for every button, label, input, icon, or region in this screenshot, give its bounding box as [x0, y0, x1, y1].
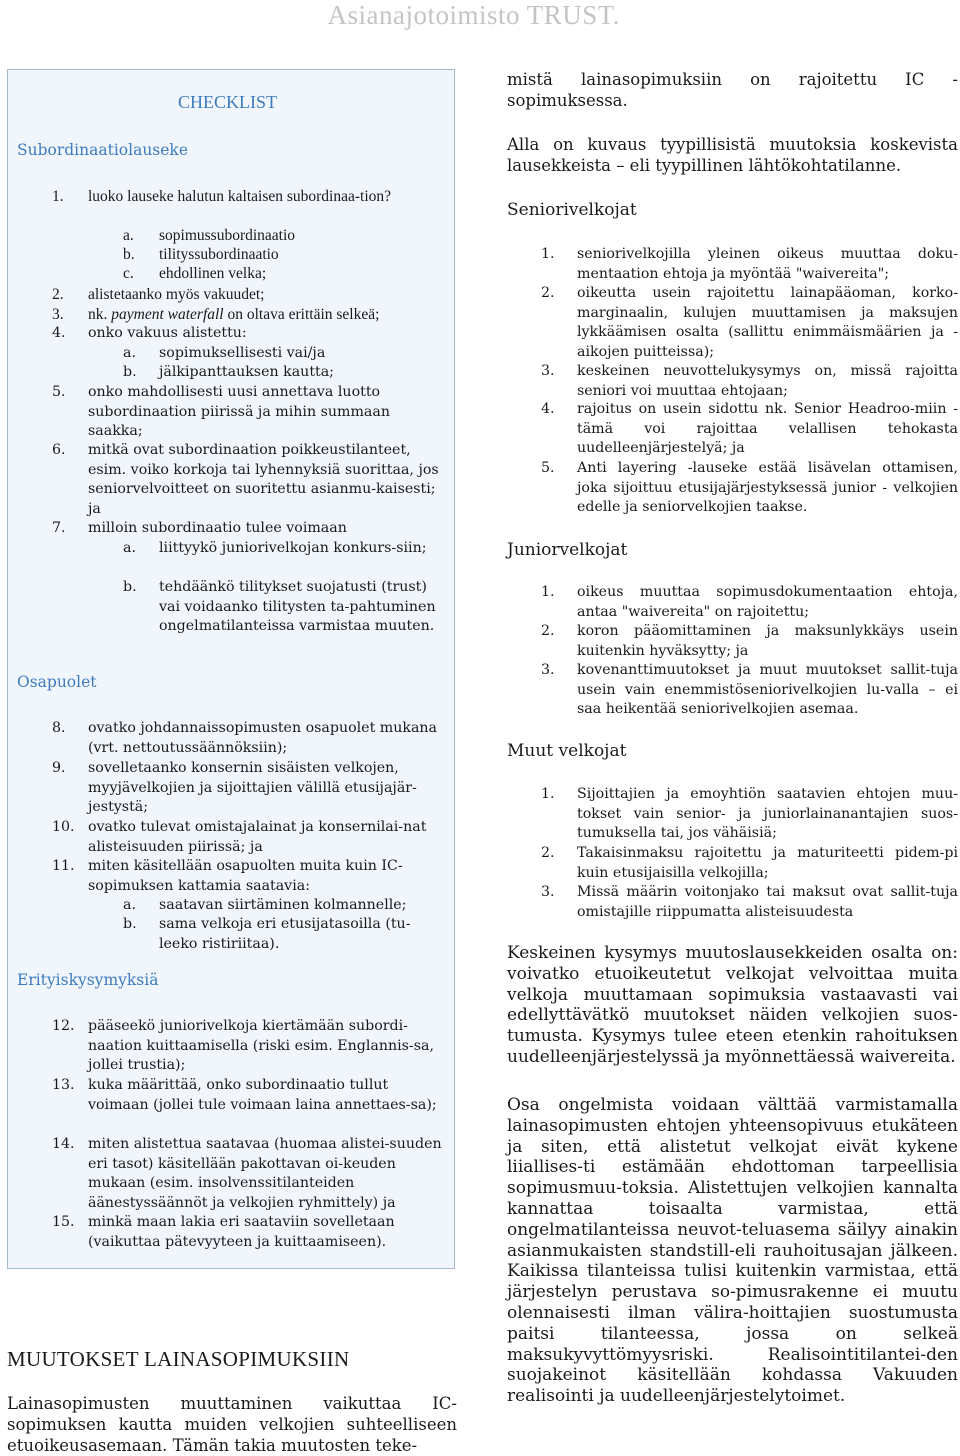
item-number: 14. — [52, 1136, 75, 1152]
item-number: 13. — [52, 1077, 75, 1093]
firm-header: Asianajotoimisto TRUST. — [327, 0, 620, 30]
heading-muut-velkojat: Muut velkojat — [507, 741, 627, 761]
subitem-letter: a. — [123, 345, 136, 361]
subitem-text: saatavan siirtäminen kolmannelle; — [159, 897, 407, 913]
item-number: 7. — [52, 520, 66, 536]
item-text: miten alistettua saatavaa (huomaa alistei-suuden eri tasot) käsitellään pakottavan oi-keuden mukaan (esim. insolvenssitilanteiden äänestyssäännöt ja velkojien ryhmittely) ja — [88, 1136, 442, 1211]
item-number: 5. — [52, 384, 66, 400]
item-number: 2. — [52, 286, 64, 303]
item-text: miten käsitellään osapuolten muita kuin IC-sopimuksen kattamia saatavia: — [88, 858, 403, 894]
item-text: kuka määrittää, onko subordinaatio tullut voimaan (jollei tule voimaan laina annettaes-sa); — [88, 1077, 437, 1113]
item-text: onko vakuus alistettu: — [88, 325, 247, 341]
key-question-paragraph: Keskeinen kysymys muutoslausekkeiden osalta on: voivatko etuoikeutetut velkojat velvoittaa muita velkoja muuttamaan sopimuksia vastaavasti vai edellyttävätkö muutokset näiden velkojien suos-tumusta. Kysymys tulee eteen etenkin rahoituksen uudelleenjärjestelyssä ja myönnettäessä waivereita. — [507, 943, 958, 1067]
subitem-letter: a. — [123, 540, 136, 556]
item-number: 15. — [52, 1214, 75, 1230]
item-text: ovatko johdannaissopimusten osapuolet mukana (vrt. nettoutussäännöksiin); — [88, 720, 438, 756]
item-text: ovatko tulevat omistajalainat ja konsernilai-nat alisteisuuden piirissä; ja — [88, 819, 427, 855]
problems-paragraph: Osa ongelmista voidaan välttää varmistamalla lainasopimusten ehtojen yhteensopivuus etukäteen ja siten, että alistetut velkojat eivät kykene liiallises-ti estämään ehdottoman tarpeellisia sopimusmuu-toksia. Alistettujen velkojien kannalta kannattaa toisaalta varmistaa, että ongelmatilanteissa neuvot-teluasema säilyy ainakin asianmukaisten standstill-eli rauhoitusajan jälkeen. Kaikissa tilanteissa tulisi kuitenkin varmistaa, että järjestelyn perustava so-pimusrakenne ei muutu olennaisesti ilman välira-hoittajien suostumusta paitsi tilanteessa, jossa on selkeä maksukyvyttömyysriski. Realisointitilantei-den suojakeinot käsitellään kohdassa Vakuuden realisointi ja uudelleenjärjestelytoimet. — [507, 1095, 958, 1407]
subitem-text: sopimuksellisesti vai/ja — [159, 345, 326, 361]
item-number: 8. — [52, 720, 66, 736]
item-number: 11. — [52, 858, 75, 874]
item-number: 1. — [52, 188, 64, 205]
section-heading-osapuolet: Osapuolet — [17, 673, 97, 691]
intro-paragraph: Alla on kuvaus tyypillisistä muutoksia koskevista lausekkeista – eli tyypillinen lähtökohtatilanne. — [507, 135, 958, 175]
item-text: luoko lauseke halutun kaltaisen subordinaa-tion? — [88, 188, 392, 205]
subitem-text: liittyykö juniorivelkojan konkurs-siin; — [159, 540, 427, 556]
checklist-title: CHECKLIST — [178, 92, 277, 112]
item-text: milloin subordinaatio tulee voimaan — [88, 520, 347, 536]
subitem-letter: b. — [123, 364, 137, 380]
item-text: nk. payment waterfall on oltava erittäin selkeä; — [88, 306, 380, 323]
subitem-text: sopimussubordinaatio — [159, 227, 296, 244]
item-text: minkä maan lakia eri saataviin sovelletaan (vaikuttaa pätevyyteen ja kuittaamiseen). — [88, 1214, 395, 1250]
item-number: 4. — [52, 325, 66, 341]
subitem-letter: b. — [123, 579, 137, 595]
item-text: pääseekö juniorivelkoja kiertämään subordi-naation kuittaamisella (riski esim. Englannis-sa, jollei trustia); — [88, 1018, 434, 1073]
subitem-text: tehdäänkö tilitykset suojatusti (trust) vai voidaanko tilitysten ta-pahtuminen ongelmatilanteissa varmistaa muuten. — [159, 579, 436, 634]
heading-juniorvelkojat: Juniorvelkojat — [507, 540, 628, 560]
muutokset-paragraph: Lainasopimusten muuttaminen vaikuttaa IC-sopimuksen kautta muiden velkojien suhteelliseen etuoikeusasemaan. Tämän takia muutosten teke- — [7, 1394, 457, 1455]
item-number: 3. — [52, 306, 64, 323]
item-text: onko mahdollisesti uusi annettava luotto subordinaation piirissä ja mihin summaan saakka; — [88, 384, 390, 439]
item-number: 6. — [52, 442, 66, 458]
subitem-text: sama velkoja eri etusijatasoilla (tu-leeko ristiriitaa). — [159, 916, 411, 952]
subitem-letter: a. — [123, 227, 134, 244]
heading-seniorivelkojat: Seniorivelkojat — [507, 200, 637, 220]
subitem-letter: b. — [123, 916, 137, 932]
subitem-letter: b. — [123, 246, 135, 263]
item-text: alistetaanko myös vakuudet; — [88, 286, 265, 303]
section-heading-subordinaatiolauseke: Subordinaatiolauseke — [17, 141, 188, 159]
subitem-text: ehdollinen velka; — [159, 265, 267, 282]
subitem-text: jälkipanttauksen kautta; — [159, 364, 334, 380]
section-title-muutokset: MUUTOKSET LAINASOPIMUKSIIN — [7, 1347, 350, 1371]
subitem-letter: c. — [123, 265, 134, 282]
item-number: 9. — [52, 760, 66, 776]
item-number: 12. — [52, 1018, 75, 1034]
subitem-letter: a. — [123, 897, 136, 913]
item-text: sovelletaanko konsernin sisäisten velkojen, myyjävelkojien ja sijoittajien välillä etusijajär-jestystä; — [88, 760, 417, 815]
item-number: 10. — [52, 819, 75, 835]
subitem-text: tilityssubordinaatio — [159, 246, 279, 263]
continued-paragraph: mistä lainasopimuksiin on rajoitettu IC - sopimuksessa. — [507, 70, 958, 110]
section-heading-erityiskysymyksia: Erityiskysymyksiä — [17, 971, 159, 989]
item-text: mitkä ovat subordinaation poikkeustilanteet, esim. voiko korkoja tai lyhennyksiä suorittaa, jos seniorvelvoitteet on suoritettu asianmu-kaisesti; ja — [88, 442, 439, 517]
